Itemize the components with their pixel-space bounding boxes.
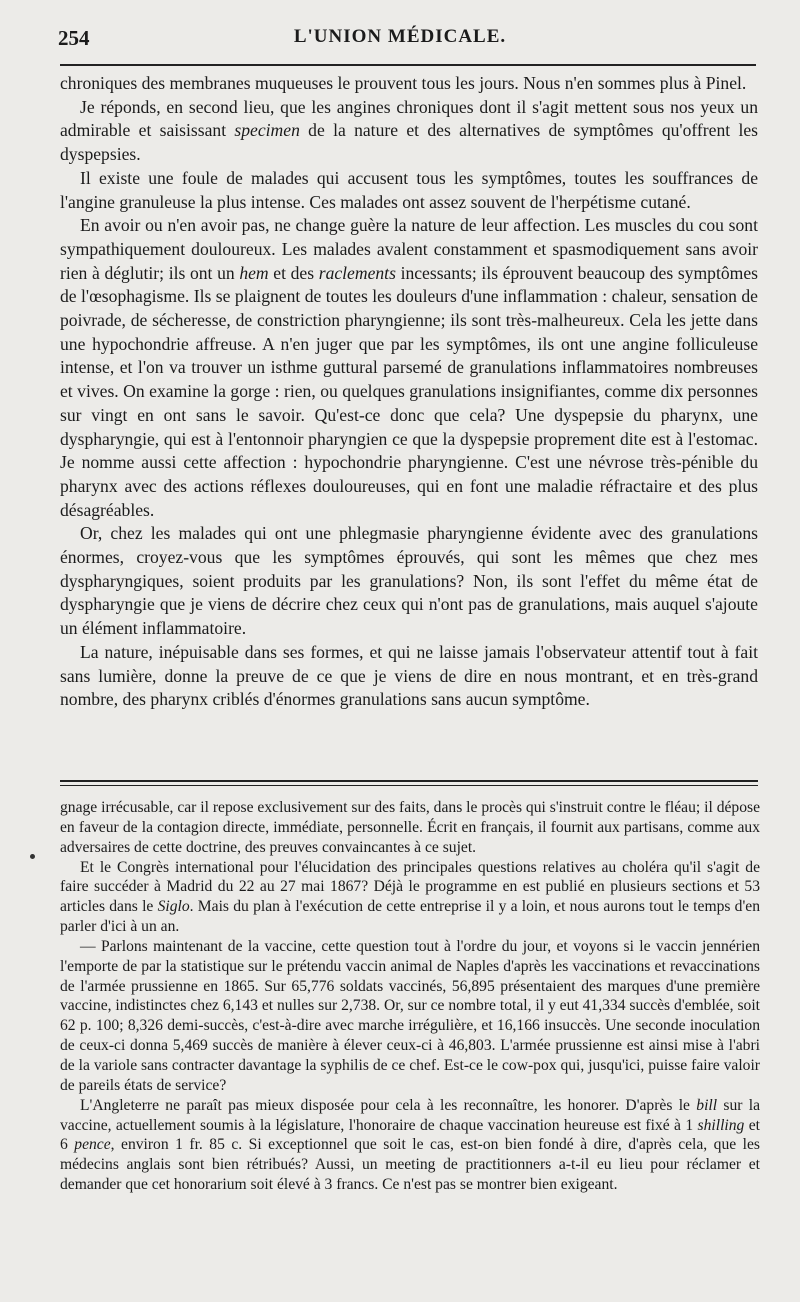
- section-divider: [60, 780, 758, 782]
- upper-article: [60, 72, 758, 712]
- section-divider-thin: [60, 785, 758, 786]
- header-rule: [60, 64, 756, 66]
- page-header: [0, 26, 800, 56]
- paragraph: Et le Congrès international pour l'élucidation des principales questions relatives au choléra qu'il s'agit de faire succéder à Madrid du 22 au 27 mai 1867? Déjà le programme en est publié en plusieurs sections et 53 articles dans le Siglo. Mais du plan à l'exécution de cette entreprise il y a loin, et nous aurons tout le temps d'en parler d'ici à un an.: [60, 858, 760, 936]
- paragraph: — Parlons maintenant de la vaccine, cette question tout à l'ordre du jour, et voyons si le vaccin jennérien l'emporte de par la statistique sur le prétendu vaccin animal de Naples d'après les vaccinations et revaccinations de l'armée prussienne en 1865. Sur 65,776 soldats vaccinés, 56,895 présentaient des marques d'une première vaccine, indistinctes chez 6,143 et nulles sur 2,738. Or, sur ce nombre total, il y eut 41,334 succès d'emblée, soit 62 p. 100; 8,326 demi-succès, c'est-à-dire avec marche irrégulière, et 16,166 insuccès. Une seconde inoculation de ceux-ci donna 5,469 succès de manière à élever ceux-ci à 46,803. L'armée prussienne est ainsi mise à l'abri de la variole sans contracter davantage la syphilis de ce chef. Est-ce le cow-pox qui, jusqu'ici, puisse faire valoir de pareils états de service?: [60, 937, 760, 1094]
- paragraph: L'Angleterre ne paraît pas mieux disposée pour cela à les reconnaître, les honorer. D'après le bill sur la vaccine, actuellement soumis à la législature, l'honoraire de chaque vaccination heureuse est fixé à 1 shilling et 6 pence, environ 1 fr. 85 c. Si exceptionnel que soit le cas, est-on bien fondé à dire, d'après cela, que les médecins anglais sont bien rétribués? Aussi, un meeting de practitionners a-t-il eu lieu pour réclamer et demander que cet honorarium soit élevé à 3 francs. Ce n'est pas se montrer bien exigeant.: [60, 1096, 760, 1194]
- paragraph: La nature, inépuisable dans ses formes, et qui ne laisse jamais l'observateur attentif tout à fait sans lumière, donne la preuve de ce que je viens de dire en nous montrant, et en très-grand nombre, des pharynx criblés d'énormes granulations sans aucun symptôme.: [60, 641, 758, 710]
- paragraph: gnage irrécusable, car il repose exclusivement sur des faits, dans le procès qui s'instruit contre le fléau; il dépose en faveur de la contagion directe, immédiate, personnelle. Écrit en français, il fournit aux partisans, comme aux adversaires de cette doctrine, des preuves convaincantes à ce sujet.: [60, 799, 760, 856]
- paragraph: Il existe une foule de malades qui accusent tous les symptômes, toutes les souffrances de l'angine granuleuse la plus intense. Ces malades ont assez souvent de l'herpétisme cutané.: [60, 167, 758, 212]
- paragraph: Or, chez les malades qui ont une phlegmasie pharyngienne évidente avec des granulations énormes, croyez-vous que les symptômes éprouvés, qui sont les mêmes que chez mes dyspharyngiques, soient produits par les granulations? Non, ils sont l'effet du même état de dyspharyngie que je viens de décrire chez ceux qui n'ont pas de granulations, mais auquel s'ajoute un élément inflammatoire.: [60, 523, 758, 639]
- paragraph: chroniques des membranes muqueuses le prouvent tous les jours. Nous n'en sommes plus à Pinel.: [60, 73, 747, 93]
- paragraph: Je réponds, en second lieu, que les angines chroniques dont il s'agit mettent sous nos yeux un admirable et saisissant specimen de la nature et des alternatives de symptômes qu'offrent les dyspepsies.: [60, 96, 758, 165]
- journal-title: L'UNION MÉDICALE.: [293, 26, 507, 47]
- paragraph: En avoir ou n'en avoir pas, ne change guère la nature de leur affection. Les muscles du cou sont sympathiquement douloureux. Les malades avalent constamment et spasmodiquement sans avoir rien à déglutir; ils ont un hem et des raclements incessants; ils éprouvent beaucoup des symptômes de l'œsophagisme. Ils se plaignent de toutes les douleurs d'une inflammation : chaleur, sensation de poivrade, de sécheresse, de constriction pharyngienne; ils sont très-malheureux. Cela les jette dans une hypochondrie affreuse. A n'en juger que par les symptômes, ils ont une angine folliculeuse intense, et l'on va trouver un isthme guttural parsemé de granulations inflammatoires nombreuses et vives. On examine la gorge : rien, ou quelques granulations insignifiantes, comme dix personnes sur vingt en ont sans le savoir. Qu'est-ce donc que cela? Une dyspepsie du pharynx, une dyspharyngie, qui est à l'entonnoir pharyngien ce que la dyspepsie proprement dite est à l'estomac. Je nomme aussi cette affection : hypochondrie pharyngienne. C'est une névrose très-pénible du pharynx avec des actions réflexes douloureuses, qui en font une maladie réfractaire et des plus désagréables.: [60, 215, 758, 520]
- page-number: 254: [58, 26, 90, 50]
- margin-mark: [30, 854, 35, 859]
- feuilleton-article: [60, 798, 760, 1195]
